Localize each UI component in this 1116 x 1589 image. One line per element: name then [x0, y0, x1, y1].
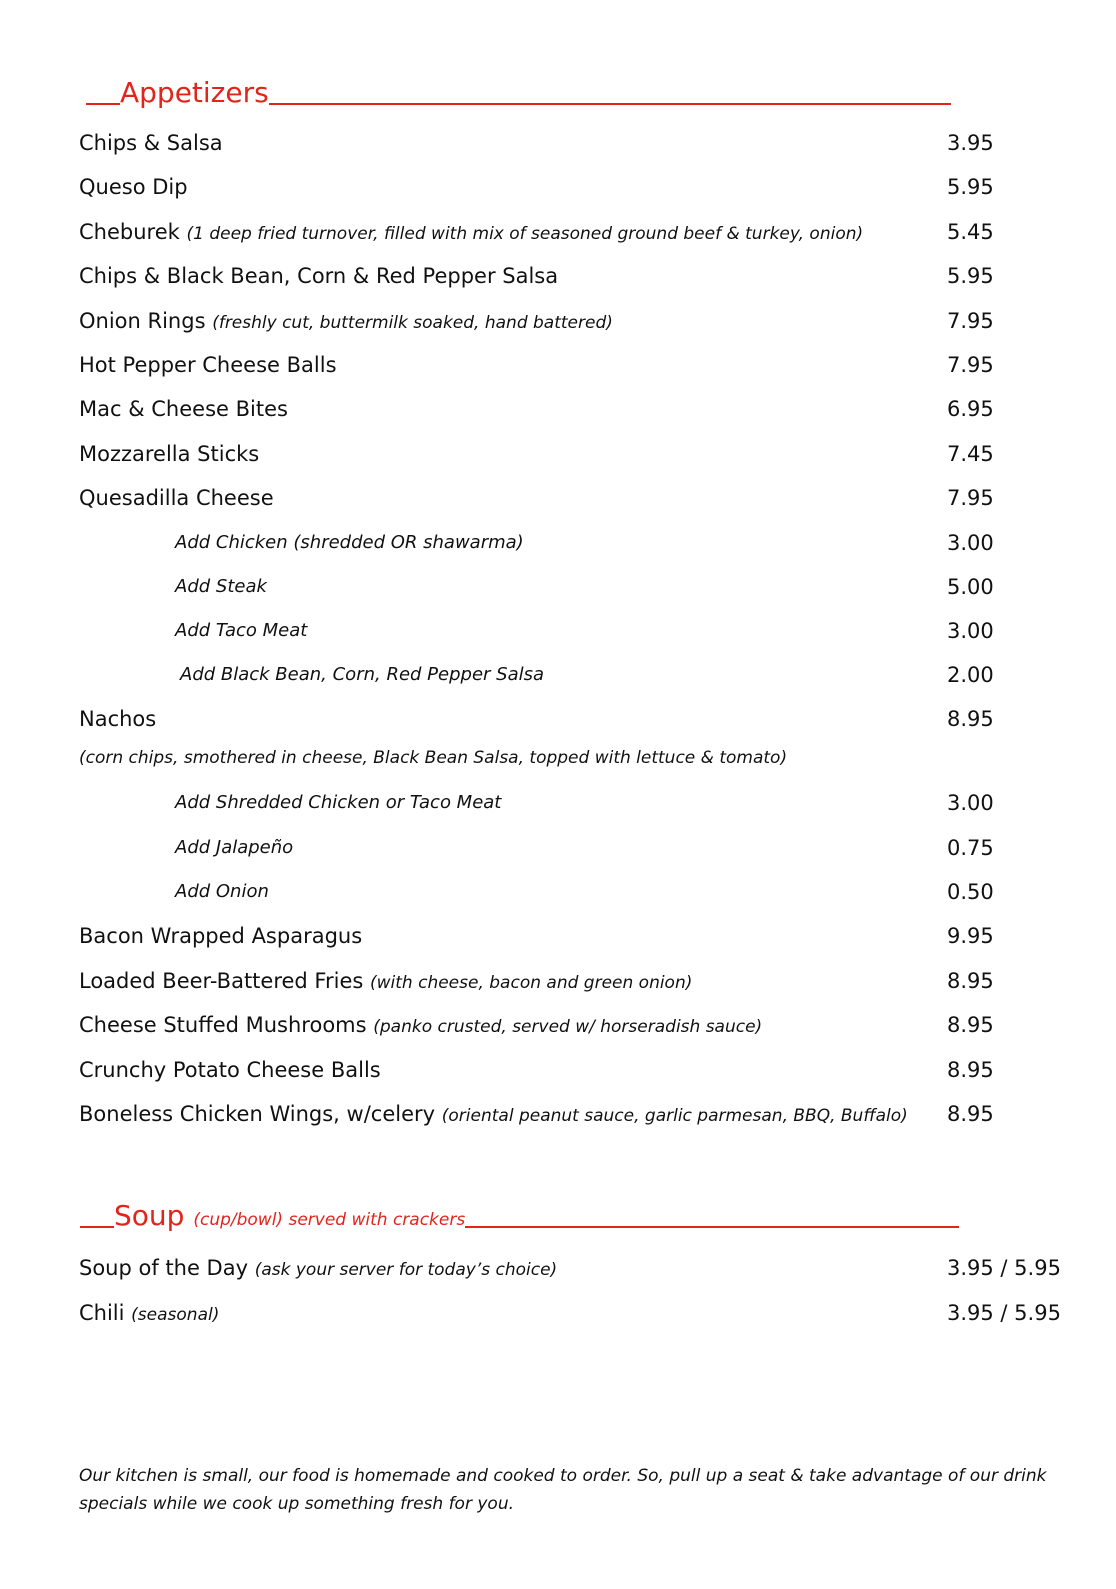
addon-item [175, 877, 1069, 907]
item-price: 5.95 [947, 264, 994, 288]
addon-item [175, 528, 1069, 558]
addon-name: Add Black Bean, Corn, Red Pepper Salsa [180, 664, 545, 685]
item-description: (panko crusted, served w/ horseradish sauce) [373, 1017, 763, 1037]
addon-price: 3.00 [947, 619, 994, 643]
heading-underline-lead [80, 1199, 114, 1228]
item-price: 3.95 / 5.95 [947, 1301, 1061, 1325]
addon-price: 0.75 [947, 836, 994, 860]
item-name: Chips & Black Bean, Corn & Red Pepper Salsa [79, 264, 559, 288]
item-price: 5.95 [947, 175, 994, 199]
item-price: 8.95 [947, 1102, 994, 1126]
menu-item [79, 966, 1069, 996]
item-name: Mac & Cheese Bites [79, 397, 288, 421]
addon-price: 2.00 [947, 663, 994, 687]
item-price: 7.95 [947, 309, 994, 333]
item-price: 3.95 / 5.95 [947, 1256, 1061, 1280]
item-name: Chili [79, 1301, 125, 1325]
addon-name: Add Steak [175, 576, 267, 597]
addon-price: 3.00 [947, 791, 994, 815]
item-price: 8.95 [947, 707, 994, 731]
item-description: (freshly cut, buttermilk soaked, hand battered) [212, 313, 613, 333]
item-description: (ask your server for today’s choice) [254, 1260, 558, 1280]
item-price: 8.95 [947, 969, 994, 993]
item-name: Cheese Stuffed Mushrooms [79, 1013, 367, 1037]
soup-heading [80, 1199, 959, 1232]
menu-item [79, 128, 1069, 158]
footer-line: Our kitchen is small, our food is homemade and cooked to order. So, pull up a seat & take advantage of our drink [79, 1466, 1047, 1486]
item-name: Loaded Beer-Battered Fries [79, 969, 364, 993]
menu-item [79, 921, 1069, 951]
item-price: 7.45 [947, 442, 994, 466]
footer-note [79, 1462, 1069, 1518]
menu-item [79, 350, 1069, 380]
addon-price: 5.00 [947, 575, 994, 599]
menu-item [79, 439, 1069, 469]
menu-item [79, 1055, 1069, 1085]
addon-name: Add Jalapeño [175, 837, 294, 858]
addon-name: Add Shredded Chicken or Taco Meat [175, 792, 502, 813]
heading-underline-lead [86, 76, 120, 105]
addon-price: 3.00 [947, 531, 994, 555]
menu-item [79, 394, 1069, 424]
addon-item [175, 572, 1069, 602]
item-name: Bacon Wrapped Asparagus [79, 924, 363, 948]
addon-item [175, 788, 1069, 818]
item-price: 5.45 [947, 220, 994, 244]
menu-item [79, 172, 1069, 202]
item-name: Nachos [79, 707, 157, 731]
item-price: 7.95 [947, 486, 994, 510]
item-price: 8.95 [947, 1058, 994, 1082]
nachos-description: (corn chips, smothered in cheese, Black Bean Salsa, topped with lettuce & tomato) [79, 748, 788, 768]
addon-item [175, 616, 1069, 646]
menu-item [79, 306, 1069, 336]
soup-subtitle: (cup/bowl) served with crackers [193, 1210, 466, 1230]
item-name: Cheburek [79, 220, 180, 244]
item-price: 8.95 [947, 1013, 994, 1037]
soup-item [79, 1298, 1069, 1328]
item-description: (1 deep fried turnover, filled with mix of seasoned ground beef & turkey, onion) [186, 224, 864, 244]
item-name: Queso Dip [79, 175, 188, 199]
item-name: Hot Pepper Cheese Balls [79, 353, 337, 377]
heading-underline-trail [269, 76, 951, 105]
addon-item [180, 660, 1074, 690]
menu-item [79, 217, 1069, 247]
appetizers-title: Appetizers [120, 76, 269, 109]
soup-item [79, 1253, 1069, 1283]
item-name: Mozzarella Sticks [79, 442, 260, 466]
item-price: 7.95 [947, 353, 994, 377]
soup-title: Soup [114, 1199, 185, 1232]
item-description: (oriental peanut sauce, garlic parmesan, BBQ, Buffalo) [441, 1106, 908, 1126]
addon-name: Add Taco Meat [175, 620, 308, 641]
addon-item [175, 833, 1069, 863]
menu-item [79, 1010, 1069, 1040]
addon-price: 0.50 [947, 880, 994, 904]
item-name: Chips & Salsa [79, 131, 223, 155]
menu-item [79, 483, 1069, 513]
menu-item [79, 1099, 1069, 1129]
item-name: Soup of the Day [79, 1256, 249, 1280]
addon-name: Add Chicken (shredded OR shawarma) [175, 532, 524, 553]
menu-item [79, 261, 1069, 291]
addon-name: Add Onion [175, 881, 269, 902]
item-name: Onion Rings [79, 309, 206, 333]
item-price: 3.95 [947, 131, 994, 155]
footer-line: specials while we cook up something fresh for you. [79, 1494, 514, 1514]
heading-underline-trail [465, 1199, 959, 1228]
item-description: (with cheese, bacon and green onion) [370, 973, 693, 993]
item-name: Quesadilla Cheese [79, 486, 274, 510]
menu-item-nachos [79, 704, 1069, 734]
item-description: (seasonal) [131, 1305, 220, 1325]
item-price: 6.95 [947, 397, 994, 421]
item-price: 9.95 [947, 924, 994, 948]
appetizers-heading [86, 76, 951, 109]
item-name: Boneless Chicken Wings, w/celery [79, 1102, 436, 1126]
item-name: Crunchy Potato Cheese Balls [79, 1058, 381, 1082]
